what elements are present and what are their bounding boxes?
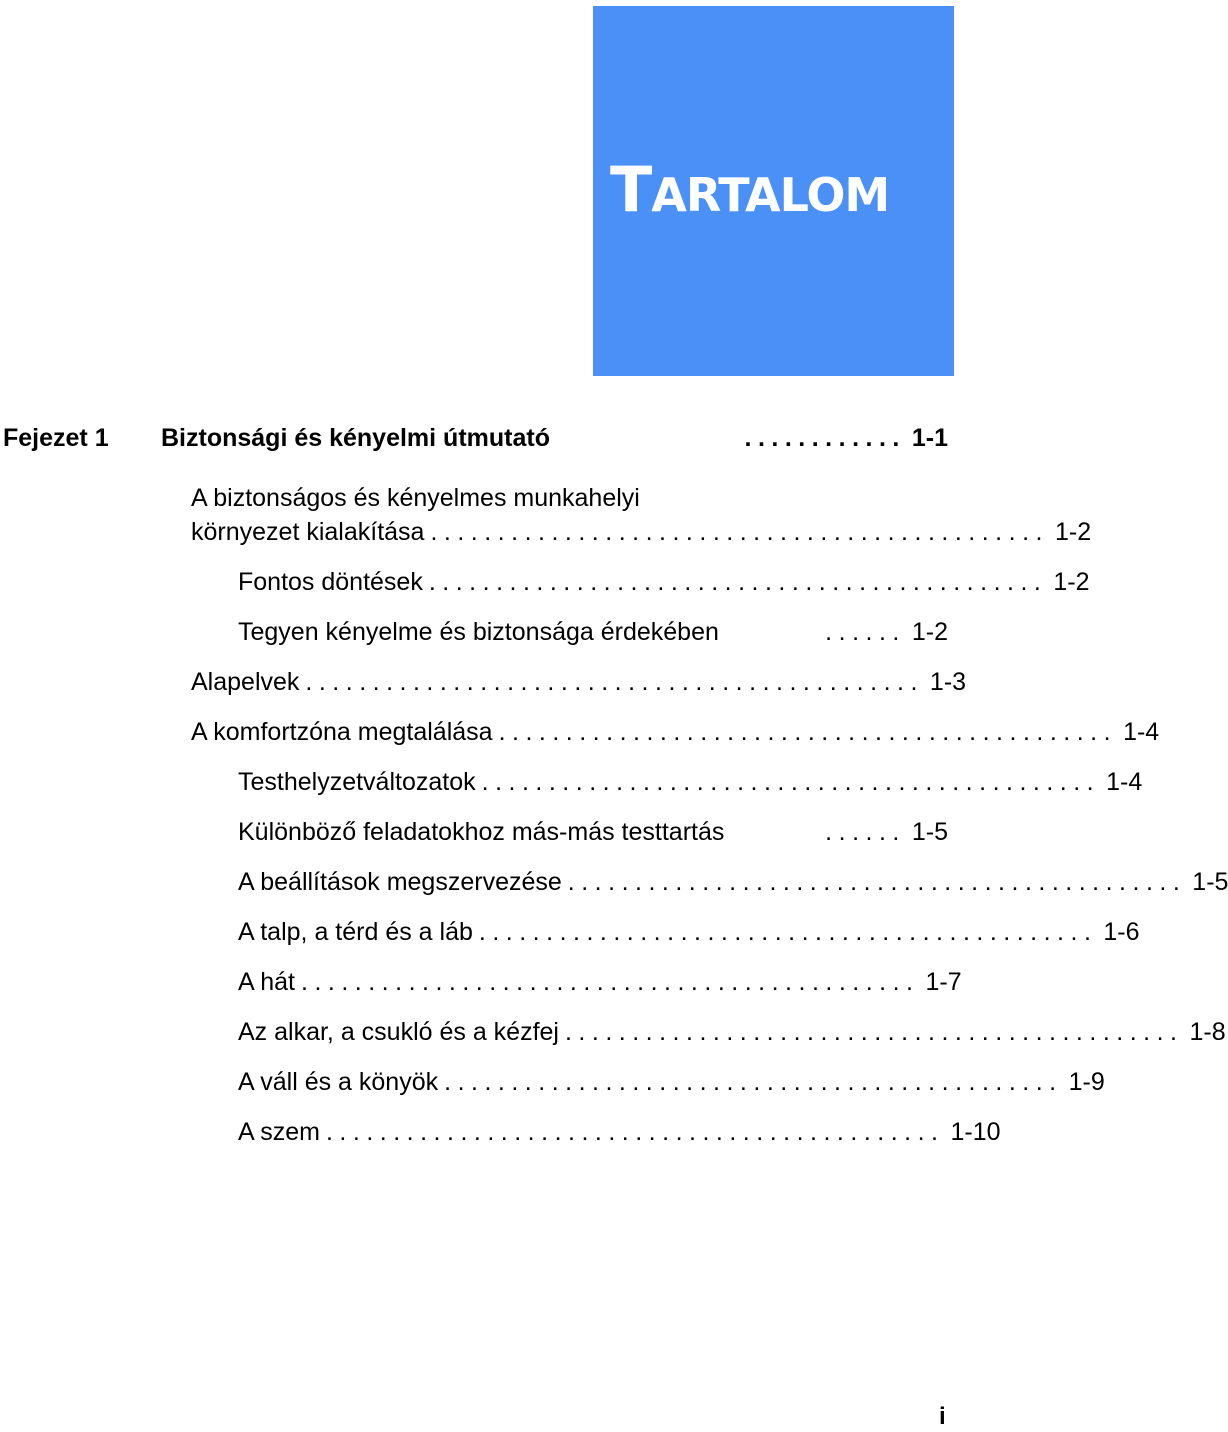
toc-entry[interactable] bbox=[238, 1014, 1226, 1050]
toc-entry[interactable] bbox=[238, 814, 948, 850]
toc-entry-leader: .............................................. bbox=[478, 918, 1098, 946]
toc-entry[interactable] bbox=[191, 664, 967, 700]
chapter-title: Biztonsági és kényelmi útmutató bbox=[161, 424, 550, 452]
chapter-page: 1-1 bbox=[911, 424, 948, 452]
toc-entry-page: 1-5 bbox=[911, 818, 948, 846]
toc-entry-first-line: A biztonságos és kényelmes munkahelyi bbox=[191, 484, 640, 512]
toc-entry-title: környezet kialakítása bbox=[191, 518, 425, 546]
toc-entry[interactable] bbox=[238, 1114, 1001, 1150]
toc-entry-title: A hát bbox=[238, 968, 295, 996]
toc-entry-page: 1-7 bbox=[925, 968, 962, 996]
toc-entry-page: 1-4 bbox=[1106, 768, 1143, 796]
toc-entry[interactable] bbox=[191, 514, 1092, 550]
toc-entry-page: 1-9 bbox=[1068, 1068, 1105, 1096]
toc-entry[interactable] bbox=[238, 864, 1228, 900]
toc-entry-leader: .............................................. bbox=[325, 1118, 945, 1146]
toc-entry-page: 1-5 bbox=[1192, 868, 1228, 896]
toc-entry-leader: .............................................. bbox=[481, 768, 1101, 796]
toc-entry-leader: .............................................. bbox=[567, 868, 1187, 896]
toc-entry[interactable] bbox=[238, 914, 1140, 950]
toc-entry-title: Tegyen kényelme és biztonsága érdekében bbox=[238, 618, 719, 646]
toc-entry-leader: .............................................. bbox=[498, 718, 1118, 746]
toc-entry-title: Fontos döntések bbox=[238, 568, 423, 596]
toc-entry[interactable] bbox=[238, 564, 1090, 600]
toc-entry-title: A szem bbox=[238, 1118, 320, 1146]
toc-entry-leader: ...... bbox=[825, 818, 906, 846]
toc-entry-leader: .............................................. bbox=[428, 568, 1048, 596]
chapter-leader: ............ bbox=[744, 424, 906, 452]
toc-entry-page: 1-3 bbox=[929, 668, 967, 696]
toc-entry-page: 1-4 bbox=[1123, 718, 1160, 746]
toc-entry[interactable] bbox=[238, 764, 1143, 800]
toc-entry-leader: .............................................. bbox=[564, 1018, 1184, 1046]
toc-entry[interactable] bbox=[238, 964, 962, 1000]
toc-entry-leader: .............................................. bbox=[305, 668, 924, 696]
toc-entry-title: A talp, a térd és a láb bbox=[238, 918, 473, 946]
page-title-rest: ARTALOM bbox=[651, 168, 890, 222]
toc-entry-page: 1-2 bbox=[911, 618, 948, 646]
toc-entry-leader: .............................................. bbox=[301, 968, 920, 996]
toc-entry-title: A beállítások megszervezése bbox=[238, 868, 562, 896]
toc-entry-title: Az alkar, a csukló és a kézfej bbox=[238, 1018, 559, 1046]
page-title-initial: T bbox=[610, 153, 652, 226]
toc-entry[interactable] bbox=[238, 1064, 1105, 1100]
toc-entry-page: 1-6 bbox=[1103, 918, 1140, 946]
toc-entry[interactable] bbox=[238, 614, 948, 650]
toc-entry-title: Testhelyzetváltozatok bbox=[238, 768, 476, 796]
toc-entry-leader: .............................................. bbox=[430, 518, 1049, 546]
toc-entry-page: 1-2 bbox=[1054, 518, 1092, 546]
toc-entry-title: A komfortzóna megtalálása bbox=[191, 718, 493, 746]
toc-entry-title: A váll és a könyök bbox=[238, 1068, 439, 1096]
chapter-label: Fejezet 1 bbox=[3, 424, 109, 452]
toc-entry-page: 1-2 bbox=[1053, 568, 1090, 596]
toc-entry-page: 1-8 bbox=[1189, 1018, 1226, 1046]
toc-chapter-row[interactable] bbox=[3, 420, 948, 456]
toc-entry-leader: ...... bbox=[825, 618, 906, 646]
toc-entry-title: Különböző feladatokhoz más-más testtartás bbox=[238, 818, 725, 846]
toc-entry-title: Alapelvek bbox=[191, 668, 300, 696]
page-number: i bbox=[939, 1403, 946, 1430]
toc-entry-leader: .............................................. bbox=[444, 1068, 1063, 1096]
toc-entry[interactable] bbox=[191, 714, 1160, 750]
toc-entry-page: 1-10 bbox=[950, 1118, 1001, 1146]
page-title bbox=[610, 150, 889, 235]
